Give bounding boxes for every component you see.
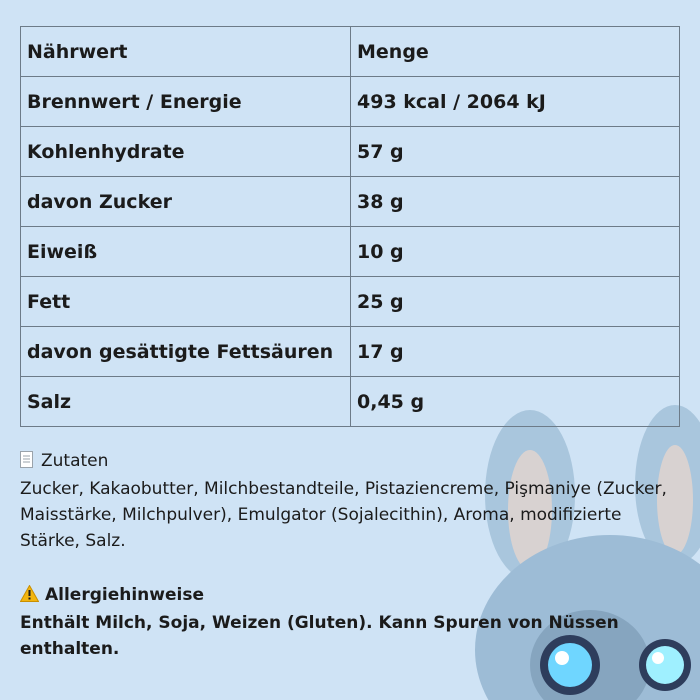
document-icon <box>20 451 33 468</box>
amount-cell: 38 g <box>351 177 680 227</box>
ingredients-heading <box>20 448 108 474</box>
table-row <box>21 77 680 127</box>
nutrient-cell: Salz <box>21 377 351 427</box>
nutrient-cell: Brennwert / Energie <box>21 77 351 127</box>
nutrition-table <box>20 26 680 427</box>
amount-cell: 17 g <box>351 327 680 377</box>
ingredients-text: Zucker, Kakaobutter, Milchbestandteile, Pistaziencreme, Pişmaniye (Zucker, Maisstärke, Milchpulver), Emulgator (Sojalecithin), Aroma, modifizierte Stärke, Salz. <box>20 479 667 551</box>
allergens-heading <box>20 582 204 608</box>
table-row <box>21 227 680 277</box>
table-row <box>21 327 680 377</box>
nutrient-cell: Fett <box>21 277 351 327</box>
table-row <box>21 177 680 227</box>
ingredients-title: Zutaten <box>41 451 109 471</box>
amount-cell: 57 g <box>351 127 680 177</box>
allergens-title: Allergiehinweise <box>45 585 204 605</box>
nutrient-cell: Kohlenhydrate <box>21 127 351 177</box>
table-row <box>21 377 680 427</box>
amount-cell: 25 g <box>351 277 680 327</box>
nutrient-cell: davon gesättigte Fettsäuren <box>21 327 351 377</box>
header-cell-nutrient: Nährwert <box>21 27 351 77</box>
warning-icon <box>20 585 39 602</box>
table-row <box>21 127 680 177</box>
table-row <box>21 277 680 327</box>
amount-cell: 0,45 g <box>351 377 680 427</box>
nutrient-cell: davon Zucker <box>21 177 351 227</box>
table-header-row <box>21 27 680 77</box>
nutrient-cell: Eiweiß <box>21 227 351 277</box>
header-cell-amount: Menge <box>351 27 680 77</box>
allergens-text: Enthält Milch, Soja, Weizen (Gluten). Kann Spuren von Nüssen enthalten. <box>20 613 619 659</box>
amount-cell: 10 g <box>351 227 680 277</box>
amount-cell: 493 kcal / 2064 kJ <box>351 77 680 127</box>
